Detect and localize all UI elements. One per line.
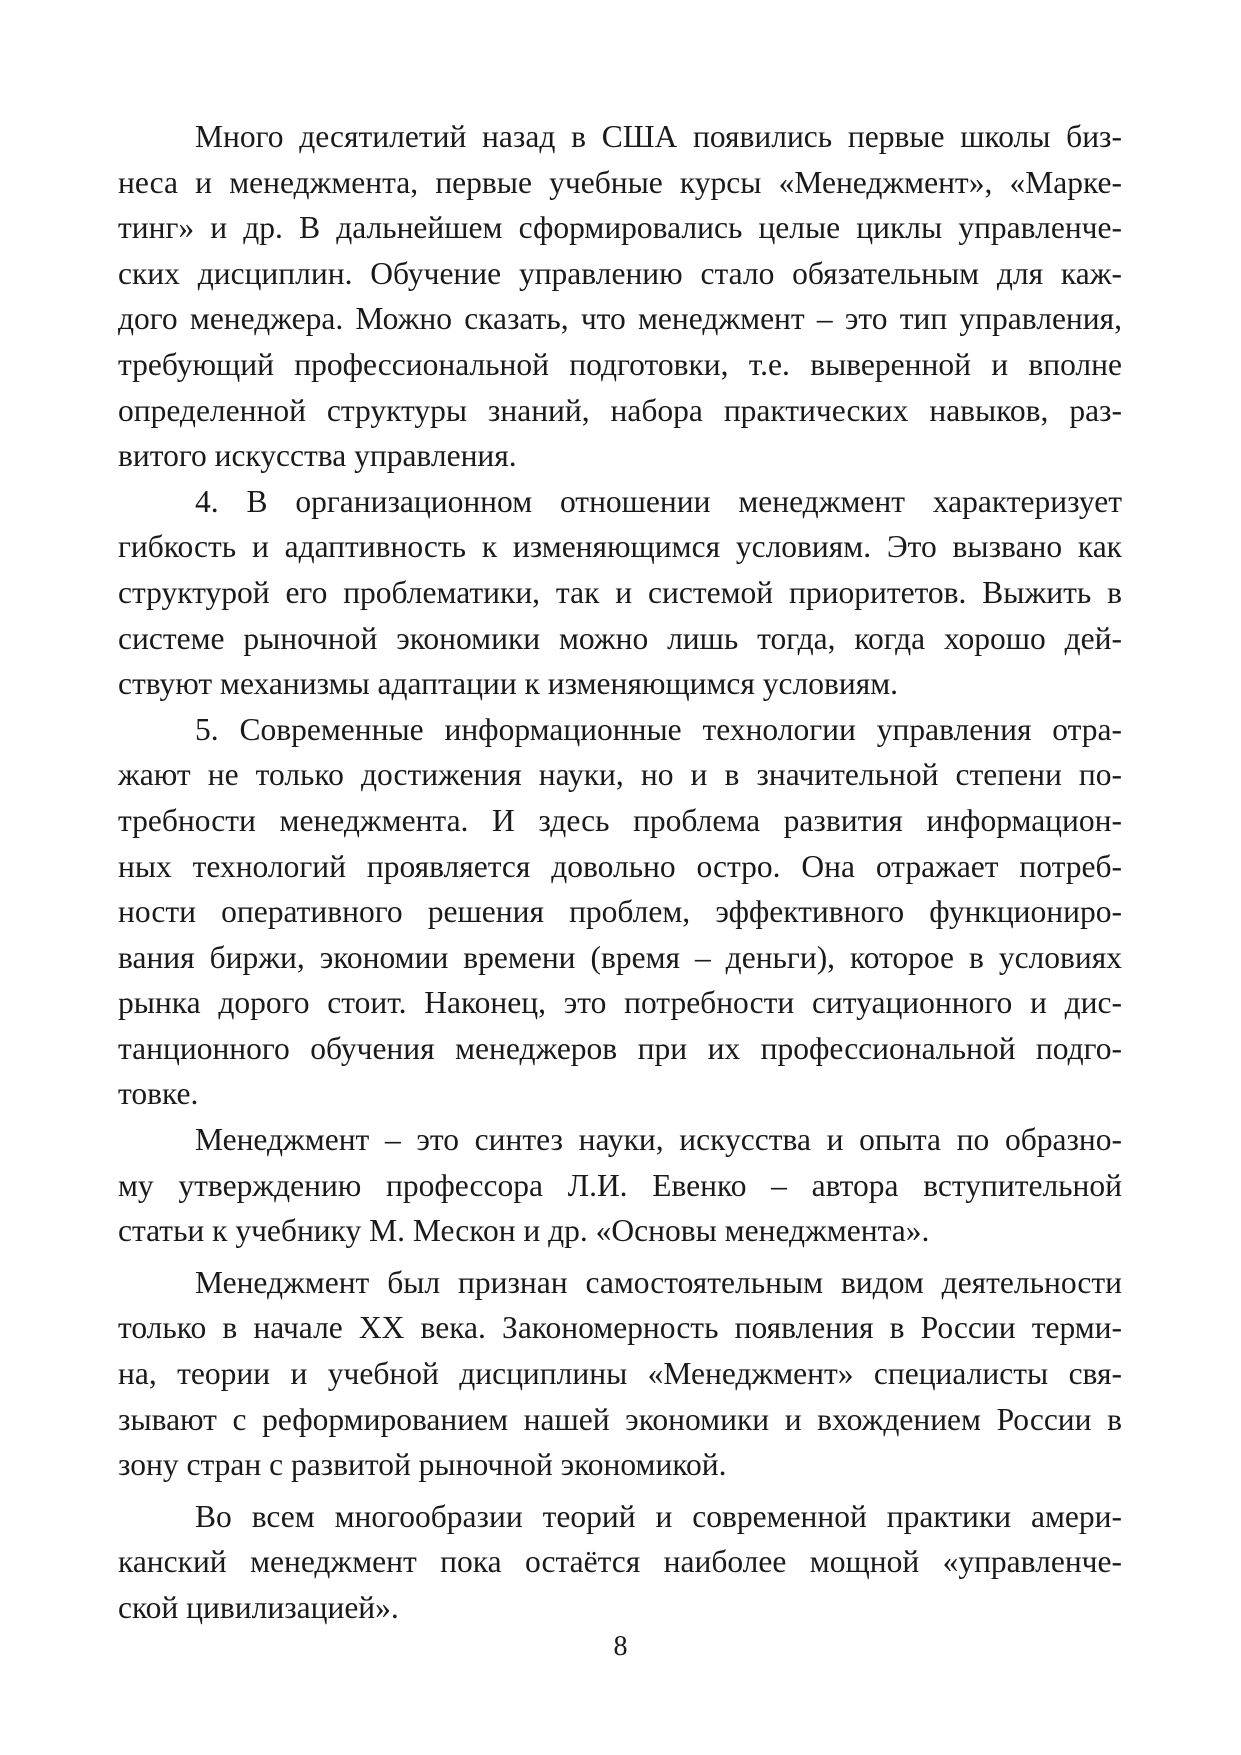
text-line: ской цивилизацией». <box>118 1590 399 1625</box>
text-line: статьи к учебнику М. Мескон и др. «Основы менеджмента». <box>118 1213 930 1249</box>
text-line: ствуют механизмы адаптации к изменяющимся условиям. <box>118 666 899 702</box>
text-line: неса и менеджмента, первые учебные курсы «Менеджмент», «Марке- <box>118 164 1122 200</box>
text-line: жают не только достижения науки, но и в значительной степени по- <box>118 757 1122 793</box>
paragraph <box>118 114 1122 479</box>
paragraph <box>118 1117 1122 1254</box>
text-line: Во всем многообразии теорий и современной практики амери- <box>195 1498 1122 1534</box>
text-line: вания биржи, экономии времени (время – деньги), которое в условиях <box>118 939 1122 975</box>
text-line: товке. <box>118 1076 199 1112</box>
text-line: только в начале XX века. Закономерность появления в России терми- <box>118 1310 1122 1346</box>
text-line: системе рыночной экономики можно лишь тогда, когда хорошо дей- <box>118 620 1122 656</box>
text-line: требующий профессиональной подготовки, т.е. выверенной и вполне <box>118 346 1122 382</box>
text-line: канский менеджмент пока остаётся наиболее мощной «управленче- <box>118 1544 1122 1580</box>
page-number: 8 <box>613 1631 628 1662</box>
text-line: ных технологий проявляется довольно остро. Она отражает потреб- <box>118 848 1122 884</box>
text-line: дого менеджера. Можно сказать, что менеджмент – это тип управления, <box>118 301 1122 337</box>
paragraph <box>118 479 1122 707</box>
text-line: му утверждению профессора Л.И. Евенко – автора вступительной <box>118 1167 1122 1203</box>
text-line: 4. В организационном отношении менеджмент характеризует <box>195 483 1122 519</box>
text-line: 5. Современные информационные технологии управления отра- <box>195 711 1122 747</box>
text-line: Менеджмент – это синтез науки, искусства и опыта по образно- <box>195 1122 1122 1158</box>
text-line: витого искусства управления. <box>118 438 517 474</box>
text-line: на, теории и учебной дисциплины «Менеджмент» специалисты свя- <box>118 1356 1122 1392</box>
paragraph <box>118 1260 1122 1488</box>
text-line: Много десятилетий назад в США появились первые школы биз- <box>195 119 1122 154</box>
text-line: тинг» и др. В дальнейшем сформировались целые циклы управленче- <box>118 210 1122 246</box>
text-line: рынка дорого стоит. Наконец, это потребности ситуационного и дис- <box>118 985 1122 1021</box>
text-line: определенной структуры знаний, набора практических навыков, раз- <box>118 392 1122 428</box>
paragraph <box>118 707 1122 1117</box>
text-line: гибкость и адаптивность к изменяющимся условиям. Это вызвано как <box>118 529 1122 565</box>
text-line: ских дисциплин. Обучение управлению стало обязательным для каж- <box>118 255 1122 291</box>
text-line: зону стран с развитой рыночной экономикой. <box>118 1447 727 1483</box>
body-text <box>118 114 1122 1631</box>
text-line: зывают с реформированием нашей экономики и вхождением России в <box>118 1401 1122 1437</box>
text-line: танционного обучения менеджеров при их профессиональной подго- <box>118 1030 1122 1066</box>
text-line: требности менеджмента. И здесь проблема развития информацион- <box>118 802 1122 838</box>
paragraph <box>118 1494 1122 1631</box>
text-line: структурой его проблематики, так и системой приоритетов. Выжить в <box>118 574 1122 610</box>
text-line: Менеджмент был признан самостоятельным видом деятельности <box>195 1264 1122 1300</box>
text-line: ности оперативного решения проблем, эффективного функциониро- <box>118 894 1122 930</box>
